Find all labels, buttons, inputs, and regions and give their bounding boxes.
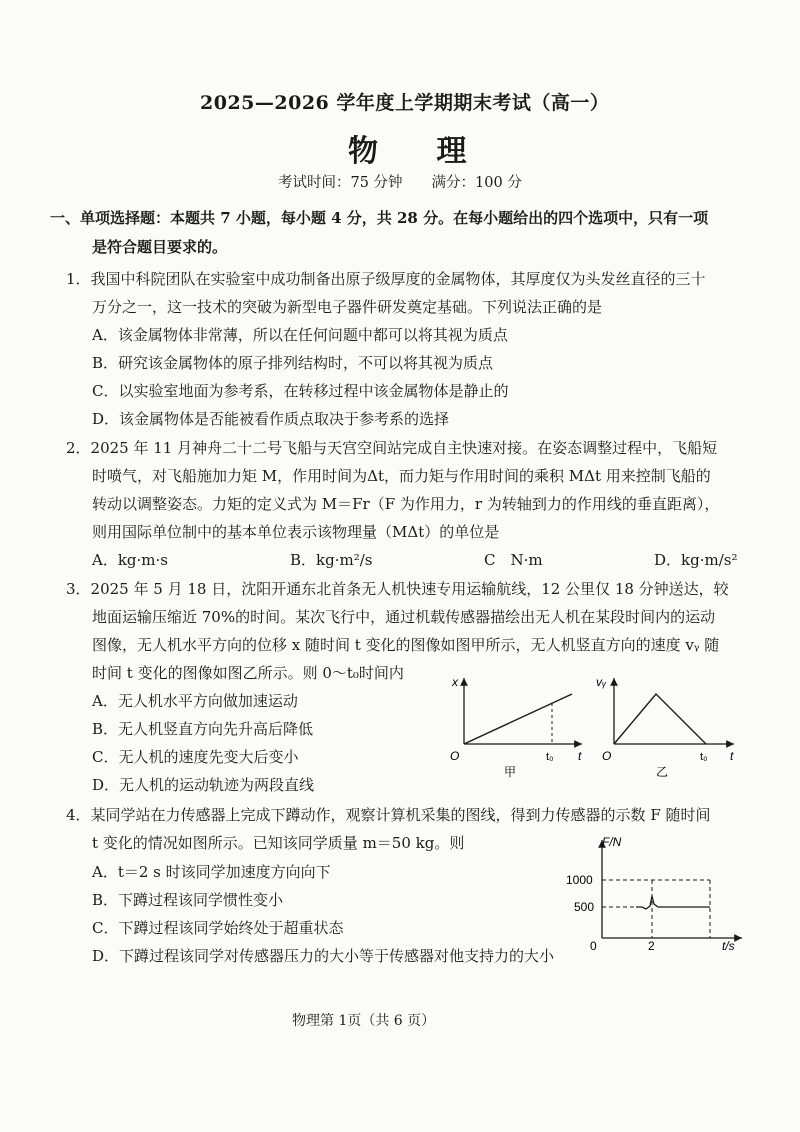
q2-option-b: B．kg·m²/s bbox=[290, 551, 373, 569]
section-heading-line1: 一、单项选择题：本题共 7 小题，每小题 4 分，共 28 分。在每小题给出的四个选项中，只有一项 bbox=[50, 209, 709, 227]
q3-option-c: C．无人机的速度先变大后变小 bbox=[92, 748, 299, 766]
exam-info: 考试时间：75 分钟 满分：100 分 bbox=[278, 175, 522, 191]
q2-stem-line1: 2．2025 年 11 月神舟二十二号飞船与天宫空间站完成自主快速对接。在姿态调整过程中，飞船短 bbox=[66, 439, 718, 457]
yi-origin: O bbox=[602, 749, 612, 763]
jia-x-t-line bbox=[464, 694, 572, 744]
q3-stem-line3: 图像，无人机水平方向的位移 x 随时间 t 变化的图像如图甲所示，无人机竖直方向的速度 vᵧ 随 bbox=[92, 636, 720, 654]
exam-title: 2025—2026 学年度上学期期末考试（高一） bbox=[200, 92, 610, 114]
q1-option-b: B．研究该金属物体的原子排列结构时，不可以将其视为质点 bbox=[92, 354, 494, 372]
page-footer: 物理第 1页（共 6 页） bbox=[292, 1013, 436, 1029]
jia-x-label: t bbox=[578, 749, 582, 763]
q4-x-label: t/s bbox=[722, 939, 735, 952]
jia-y-label: x bbox=[452, 675, 458, 689]
q1-option-c: C．以实验室地面为参考系，在转移过程中该金属物体是静止的 bbox=[92, 382, 509, 400]
q2-option-c: C N·m bbox=[484, 551, 543, 569]
q1-stem-line2: 万分之一，这一技术的突破为新型电子器件研发奠定基础。下列说法正确的是 bbox=[92, 298, 603, 316]
q4-option-b: B．下蹲过程该同学惯性变小 bbox=[92, 891, 284, 909]
q4-origin: 0 bbox=[590, 939, 597, 952]
q2-stem-line4: 则用国际单位制中的基本单位表示该物理量（MΔt）的单位是 bbox=[92, 523, 500, 541]
section-heading-line2: 是符合题目要求的。 bbox=[92, 238, 228, 256]
q3-option-d: D．无人机的运动轨迹为两段直线 bbox=[92, 776, 315, 794]
jia-caption: 甲 bbox=[504, 765, 517, 779]
yi-y-label: vᵧ bbox=[596, 675, 607, 689]
q4-force-curve bbox=[636, 896, 710, 909]
q4-option-d: D．下蹲过程该同学对传感器压力的大小等于传感器对他支持力的大小 bbox=[92, 947, 555, 965]
q2-stem-line2: 时喷气，对飞船施加力矩 M，作用时间为Δt，而力矩与作用时间的乘积 MΔt 用来控制飞船的 bbox=[92, 467, 711, 485]
q4-stem-line2: t 变化的情况如图所示。已知该同学质量 m＝50 kg。则 bbox=[92, 834, 465, 852]
yi-t0-label: t₀ bbox=[700, 751, 708, 763]
q3-stem-line2: 地面运输压缩近 70%的时间。某次飞行中，通过机载传感器描绘出无人机在某段时间内的运动 bbox=[92, 608, 716, 626]
q2-option-d: D．kg·m/s² bbox=[654, 551, 738, 569]
subject-title: 物 理 bbox=[348, 134, 491, 169]
q4-option-a: A．t＝2 s 时该同学加速度方向向下 bbox=[92, 863, 331, 881]
q4-tick-2: 2 bbox=[648, 939, 655, 952]
q1-option-a: A．该金属物体非常薄，所以在任何问题中都可以将其视为质点 bbox=[92, 326, 508, 344]
q4-figure bbox=[566, 832, 756, 952]
jia-t0-label: t₀ bbox=[546, 751, 554, 763]
q1-stem-line1: 1．我国中科院团队在实验室中成功制备出原子级厚度的金属物体，其厚度仅为头发丝直径的三十 bbox=[66, 270, 706, 288]
q2-stem-line3: 转动以调整姿态。力矩的定义式为 M＝Fr（F 为作用力，r 为转轴到力的作用线的垂直距离）， bbox=[92, 495, 720, 513]
q4-tick-1000: 1000 bbox=[566, 873, 593, 887]
q4-stem-line1: 4．某同学站在力传感器上完成下蹲动作，观察计算机采集的图线，得到力传感器的示数 F 随时间 bbox=[66, 806, 711, 824]
jia-origin: O bbox=[450, 749, 460, 763]
q4-option-c: C．下蹲过程该同学始终处于超重状态 bbox=[92, 919, 344, 937]
q3-option-b: B．无人机竖直方向先升高后降低 bbox=[92, 720, 314, 738]
q3-figure-yi bbox=[594, 672, 754, 782]
q4-tick-500: 500 bbox=[574, 900, 595, 914]
q3-figure-jia bbox=[440, 672, 600, 782]
q2-option-a: A．kg·m·s bbox=[92, 551, 168, 569]
yi-x-label: t bbox=[730, 749, 734, 763]
q1-option-d: D．该金属物体是否能被看作质点取决于参考系的选择 bbox=[92, 410, 450, 428]
q4-y-label: F/N bbox=[602, 835, 622, 849]
q3-stem-line4: 时间 t 变化的图像如图乙所示。则 0～t₀时间内 bbox=[92, 664, 404, 682]
q3-option-a: A．无人机水平方向做加速运动 bbox=[92, 692, 298, 710]
yi-caption: 乙 bbox=[656, 765, 669, 779]
q3-stem-line1: 3．2025 年 5 月 18 日，沈阳开通东北首条无人机快速专用运输航线，12 公里仅 18 分钟送达，较 bbox=[66, 580, 729, 598]
yi-vy-t-line bbox=[614, 694, 706, 744]
